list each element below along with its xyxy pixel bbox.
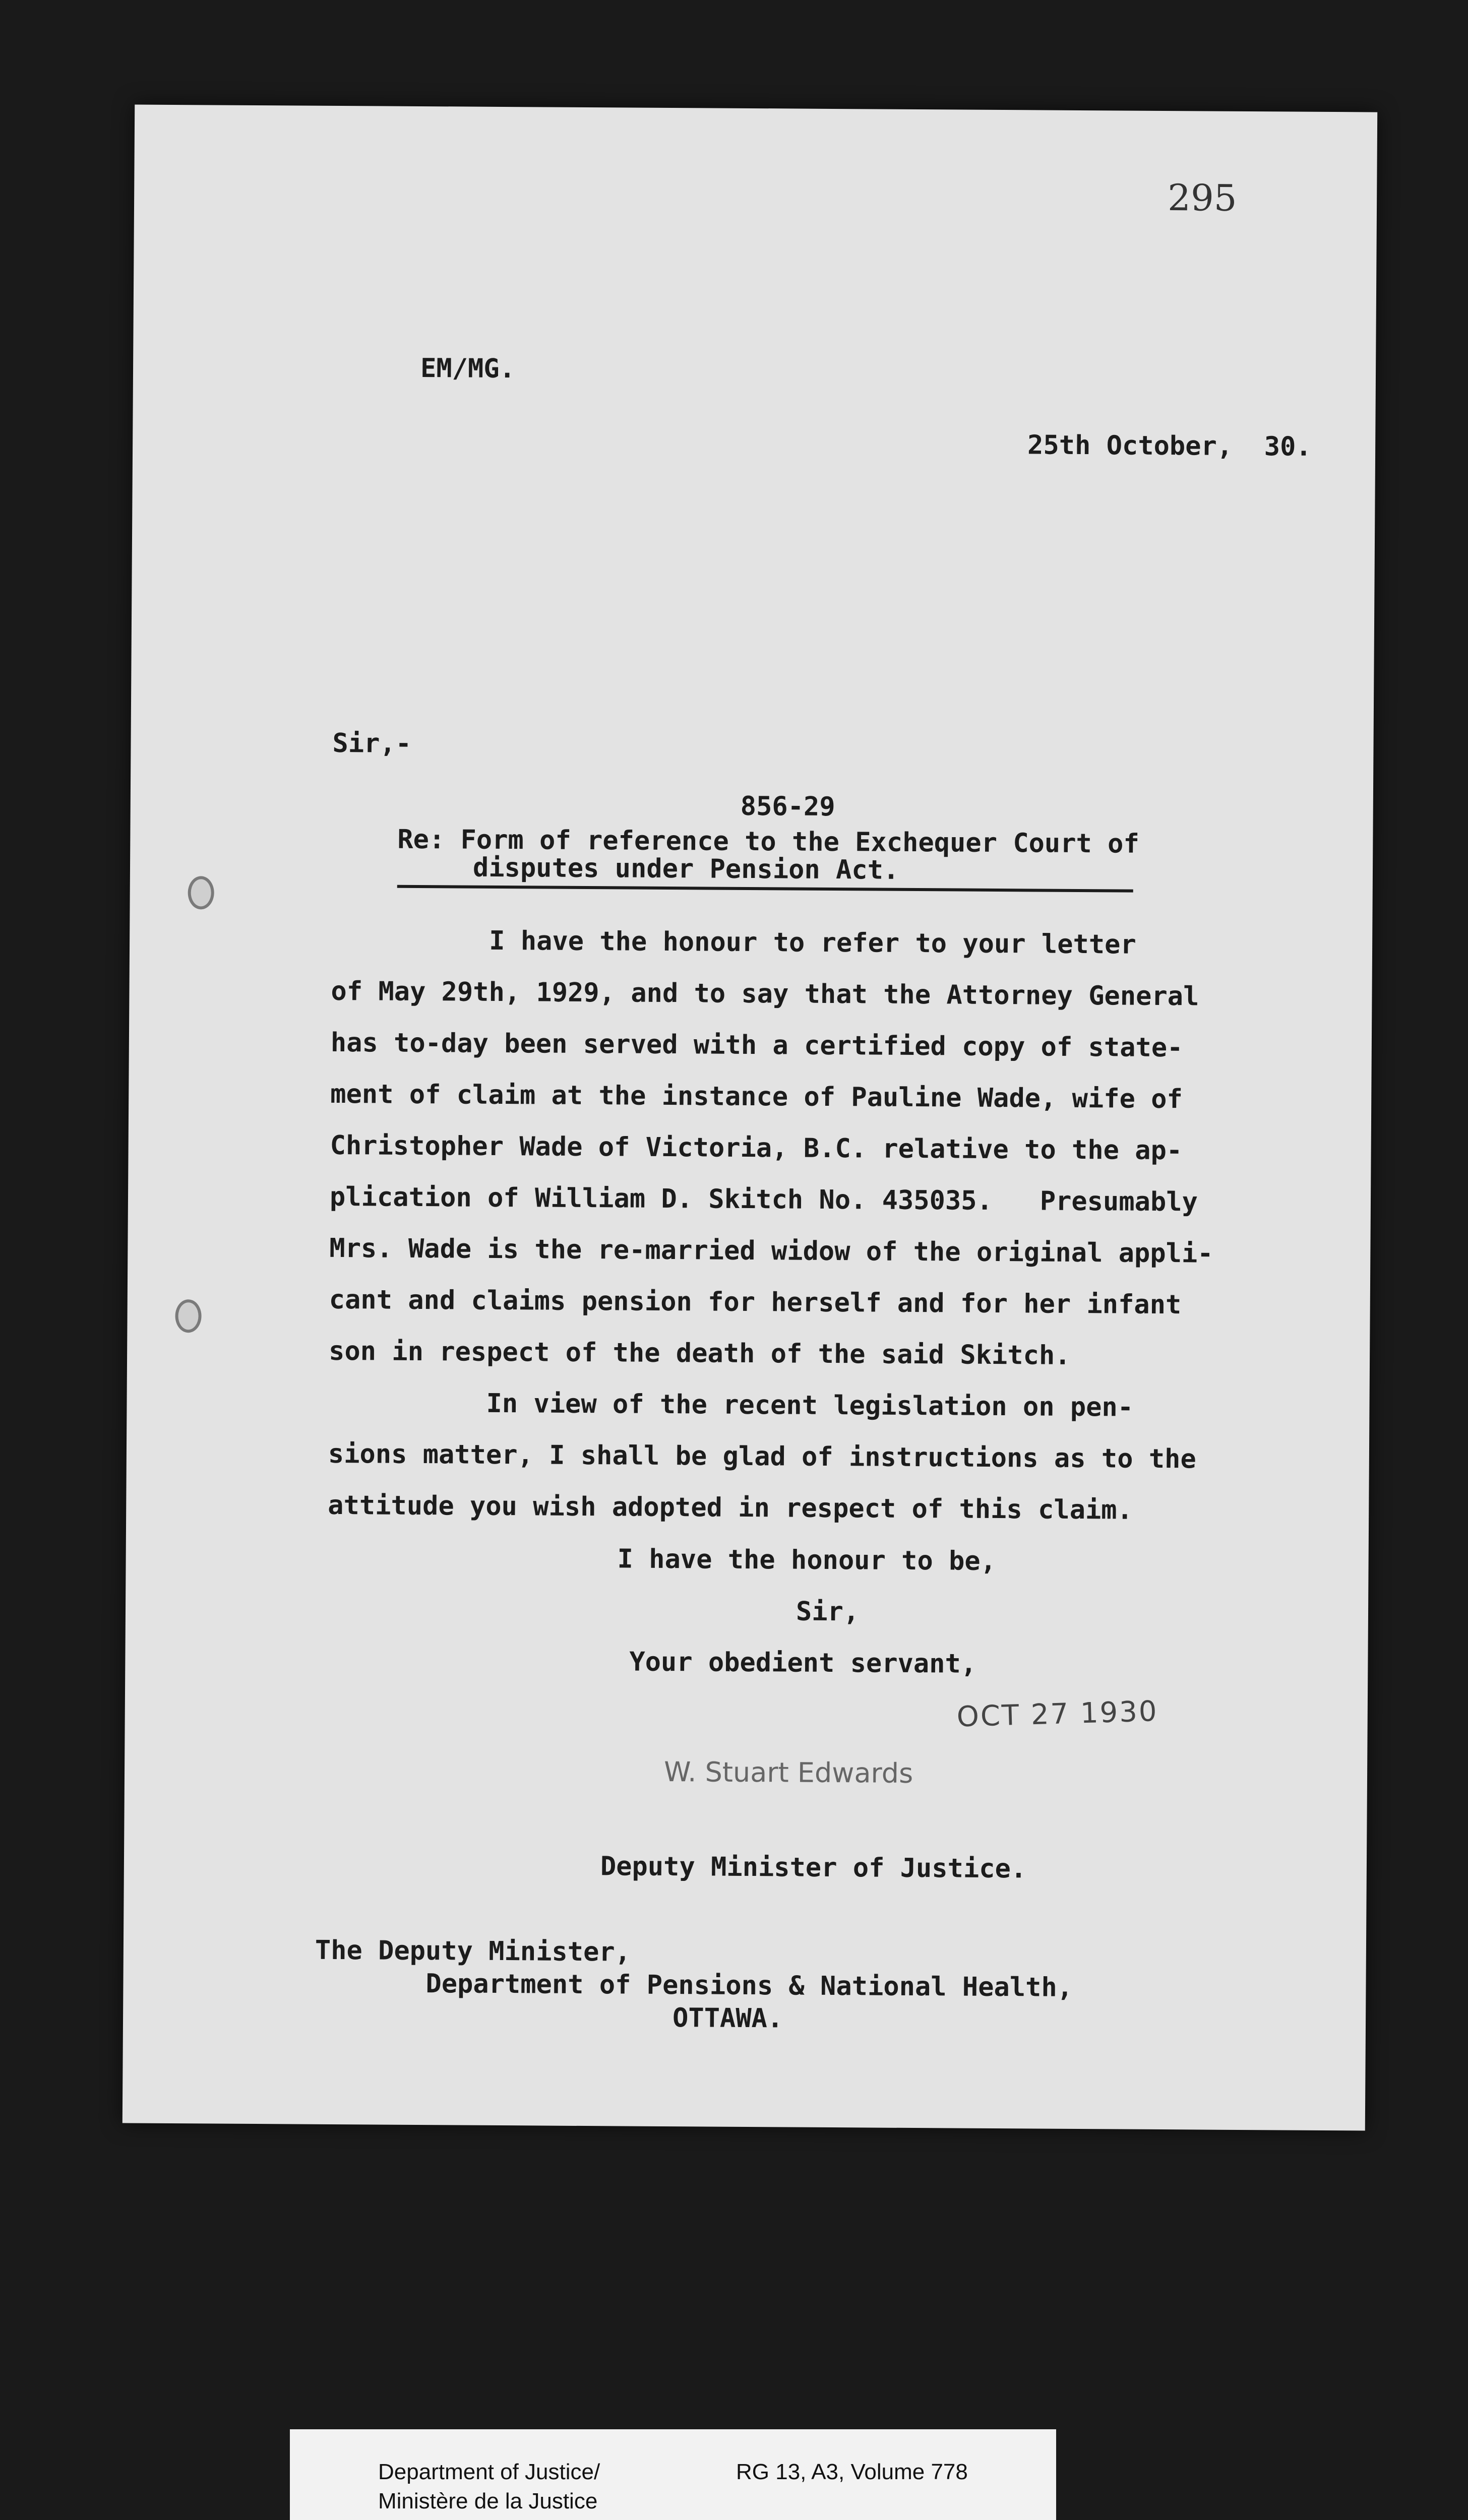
reference-initials: EM/MG. <box>420 353 516 385</box>
closing-line: Sir, <box>796 1596 860 1627</box>
department-french: Ministère de la Justice <box>378 2489 598 2513</box>
body-line: son in respect of the death of the said Skitch. <box>328 1336 1071 1371</box>
body-line: Mrs. Wade is the re-married widow of the original appli- <box>329 1233 1213 1269</box>
body-line: of May 29th, 1929, and to say that the Attorney General <box>331 976 1199 1012</box>
closing-line: Your obedient servant, <box>629 1647 977 1679</box>
letter-date: 25th October, 30. <box>1027 430 1312 462</box>
body-line: Christopher Wade of Victoria, B.C. relative to the ap- <box>330 1130 1183 1166</box>
record-group: RG 13, A3, Volume 778 <box>736 2460 968 2484</box>
closing-line: I have the honour to be, <box>617 1544 997 1577</box>
page-number: 295 <box>1167 176 1237 219</box>
body-line: attitude you wish adopted in respect of this claim. <box>328 1490 1133 1526</box>
subject-line: Re: Form of reference to the Exchequer Court of <box>397 824 1139 859</box>
punch-hole <box>188 876 214 909</box>
addressee-line: Department of Pensions & National Health, <box>425 1969 1073 2003</box>
letter-page <box>123 105 1377 2131</box>
body-line: In view of the recent legislation on pen- <box>328 1387 1134 1423</box>
department-english: Department of Justice/ <box>378 2460 600 2484</box>
body-line: has to-day been served with a certified copy of state- <box>330 1027 1183 1063</box>
signature: W. Stuart Edwards <box>663 1755 913 1790</box>
archive-reference-label <box>290 2429 1056 2520</box>
addressee-line: The Deputy Minister, <box>315 1935 631 1968</box>
subject-underline <box>397 885 1133 893</box>
subject-line: disputes under Pension Act. <box>472 852 899 886</box>
body-line: sions matter, I shall be glad of instructions as to the <box>328 1438 1196 1475</box>
body-line: cant and claims pension for herself and for her infant <box>329 1284 1182 1320</box>
file-number: 856-29 <box>740 791 835 823</box>
body-line: ment of claim at the instance of Pauline Wade, wife of <box>330 1079 1183 1115</box>
body-line: I have the honour to refer to your letter <box>331 924 1136 960</box>
body-line: plication of William D. Skitch No. 435035. Presumably <box>329 1181 1198 1218</box>
date-stamp: OCT 27 1930 <box>956 1695 1159 1734</box>
addressee-line: OTTAWA. <box>672 2003 783 2034</box>
punch-hole <box>175 1299 201 1333</box>
signatory-title: Deputy Minister of Justice. <box>600 1851 1027 1884</box>
salutation: Sir,- <box>332 728 412 759</box>
